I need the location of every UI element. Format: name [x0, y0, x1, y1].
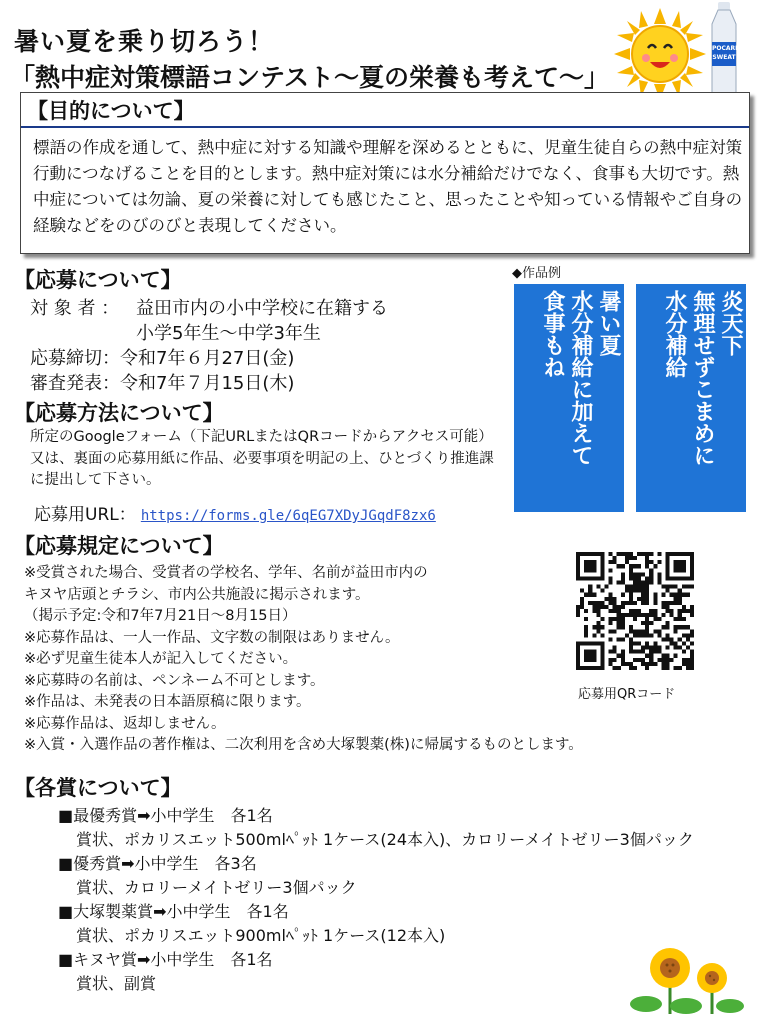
- rule-item: ※作品は、未発表の日本語原稿に限ります。: [24, 694, 311, 710]
- rule-item: （掲示予定:令和7年7月21日〜8月15日）: [24, 608, 297, 624]
- title-line-2: 「熱中症対策標語コンテスト〜夏の栄養も考えて〜」: [10, 63, 610, 92]
- application-url-link[interactable]: https://forms.gle/6qEG7XDyJGqdF8zx6: [140, 508, 436, 524]
- rule-item: ※受賞された場合、受賞者の学校名、学年、名前が益田市内の: [24, 565, 428, 581]
- award-detail: 賞状、副賞: [76, 974, 157, 993]
- purpose-heading: 【目的について】: [27, 99, 195, 123]
- rules-heading: 【応募規定について】: [14, 534, 224, 558]
- rule-item: ※入賞・入選作品の著作権は、二次利用を含め大塚製薬(株)に帰属するものとします。: [24, 737, 583, 753]
- example-card: [514, 284, 624, 512]
- example-line: 炎天下: [718, 290, 743, 356]
- rule-item: ※応募作品は、一人一作品、文字数の制限はありません。: [24, 629, 400, 646]
- example-line: 無理せずこまめに: [690, 290, 715, 466]
- application-heading: 【応募について】: [14, 268, 182, 292]
- rule-item: キヌヤ店頭とチラシ、市内公共施設に掲示されます。: [24, 586, 370, 603]
- rule-item: ※応募作品は、返却しません。: [24, 715, 226, 732]
- sunflower-icon: [626, 944, 746, 1016]
- award-title: ■キヌヤ賞➡小中学生 各1名: [58, 950, 273, 969]
- award-detail: 賞状、カロリーメイトゼリー3個パック: [76, 878, 357, 897]
- rules-list: [24, 563, 583, 757]
- example-line: 水分補給に加えて: [568, 290, 593, 466]
- awards-heading: 【各賞について】: [14, 776, 182, 800]
- url-label: 応募用URL：: [34, 505, 136, 525]
- award-detail: 賞状、ポカリスエット900mlﾍﾟｯﾄ 1ケース(12本入): [76, 926, 446, 945]
- purpose-section: [20, 92, 750, 254]
- title-line-1: 暑い夏を乗り切ろう！: [14, 27, 275, 56]
- example-line: 暑い夏: [596, 290, 621, 356]
- purpose-body: 標語の作成を通して、熱中症に対する知識や理解を深めるとともに、児童生徒自らの熱中症対策行動につなげることを目的とします。熱中症対策には水分補給だけでなく、食事も大切です。熱中症については勿論、夏の栄養に対しても感じたこと、思ったことや知っている情報やご自身の経験などをのびのびと表現してください。: [33, 138, 743, 235]
- sun-icon: [612, 6, 708, 102]
- examples-label: ◆作品例: [512, 266, 561, 281]
- qr-code[interactable]: [576, 552, 694, 670]
- target-line-2: 小学5年生〜中学3年生: [136, 323, 321, 344]
- bottle-label-line: SWEAT: [712, 54, 736, 61]
- award-title: ■優秀賞➡小中学生 各3名: [58, 854, 257, 873]
- rule-item: ※必ず児童生徒本人が記入してください。: [24, 651, 298, 667]
- award-title: ■大塚製薬賞➡小中学生 各1名: [58, 902, 289, 921]
- qr-caption: 応募用QRコード: [578, 687, 676, 702]
- award-title: ■最優秀賞➡小中学生 各1名: [58, 806, 273, 825]
- example-card: [636, 284, 746, 512]
- bottle-label: [712, 44, 736, 62]
- award-detail: 賞状、ポカリスエット500mlﾍﾟｯﾄ 1ケース(24本入)、カロリーメイトゼリー3個パック: [76, 830, 694, 849]
- method-body: 所定のGoogleフォーム（下記URLまたはQRコードからアクセス可能）又は、裏面の応募用紙に作品、必要事項を明記の上、ひとづくり推進課に提出して下さい。: [30, 429, 494, 488]
- example-line: 食事もね: [540, 290, 565, 378]
- rule-item: ※応募時の名前は、ペンネーム不可とします。: [24, 672, 325, 689]
- target-label: 対 象 者 ：: [30, 298, 120, 319]
- method-heading: 【応募方法について】: [14, 401, 224, 425]
- drink-bottle-icon: [706, 2, 742, 98]
- review-date-text: 審査発表：令和7年７月15日(木): [30, 373, 295, 394]
- target-line-1: 益田市内の小中学校に在籍する: [136, 298, 388, 319]
- purpose-divider: [21, 126, 749, 128]
- example-line: 水分補給: [662, 290, 687, 378]
- deadline-text: 応募締切：令和7年６月27日(金): [30, 348, 295, 369]
- awards-list: [58, 803, 694, 995]
- url-row: [34, 500, 436, 525]
- bottle-label-line: POCARI: [712, 45, 738, 52]
